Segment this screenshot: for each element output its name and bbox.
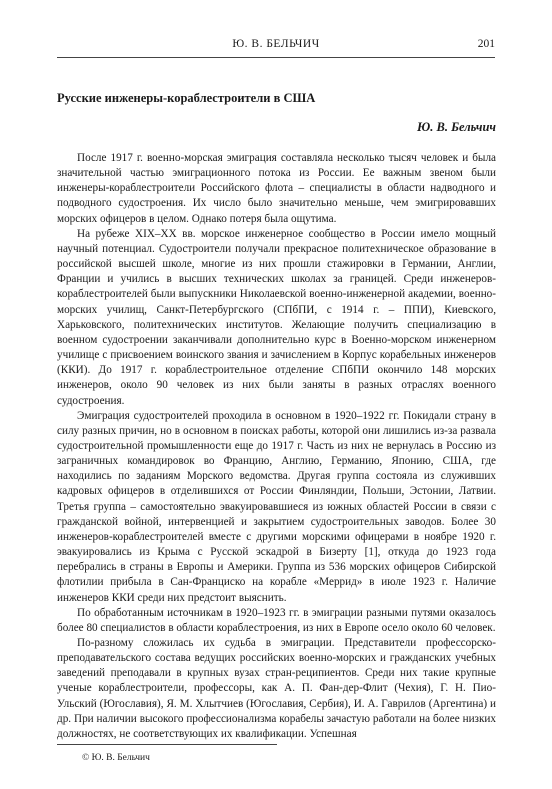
article-body <box>57 151 496 742</box>
article-title: Русские инженеры-кораблестроители в США <box>57 91 316 105</box>
article-author: Ю. В. Бельчич <box>417 120 496 134</box>
paragraph: По-разному сложилась их судьба в эмиграции. Представители профессорско-преподавательского состава ведущих российских военно-морских и гражданских учебных заведений преподавали в крупных вузах стран-реципиентов. Среди них такие крупные ученые кораблестроители, профессоры, как А. П. Фан-дер-Флит (Чехия), Г. Н. Пио-Ульский (Югославия), Я. М. Хлытчиев (Югославия, Сербия), И. А. Гаврилов (Аргентина) и др. При наличии высокого профессионализма корабелы зачастую работали на более низких должностях, не соответствующих их квалификации. Успешная <box>57 637 496 740</box>
paragraph: После 1917 г. военно-морская эмиграция составляла несколько тысяч человек и была значительной частью эмиграционного потока из России. Ее важным звеном были инженеры-кораблестроители Российского флота – специалисты в области надводного и подводного судостроения. Их число было значительно меньше, чем эмигрировавших морских офицеров в целом. Однако потеря была ощутима. <box>57 152 496 225</box>
header-author: Ю. В. БЕЛЬЧИЧ <box>232 38 320 50</box>
running-header <box>57 38 495 54</box>
header-divider <box>57 57 495 58</box>
paragraph: По обработанным источникам в 1920–1923 гг. в эмиграции разными путями оказалось более 80 специалистов в области кораблестроения, из них в Европе осело около 60 человек. <box>57 606 496 634</box>
paragraph: На рубеже XIX–XX вв. морское инженерное сообщество в России имело мощный научный потенциал. Судостроители получали прекрасное политехническое образование в российской высшей школе, многие из них прошли стажировки в Германии, Англии, Франции и учились в высших технических школах за границей. Среди инженеров-кораблестроителей были выпускники Николаевской военно-инженерной академии, военно-морских училищ, Санкт-Петербургского (СПбПИ, с 1914 г. – ППИ), Киевского, Харьковского, политехнических институтов. Желающие получить специализацию в военном судостроении заканчивали дополнительно курс в Военно-морском инженерном училище с присвоением воинского звания и зачислением в Корпус корабельных инженеров (ККИ). До 1917 г. кораблестроительное отделение СПбПИ окончило 148 морских инженеров, около 90 человек из них были заняты в разных отраслях военного судостроения. <box>57 227 496 407</box>
copyright-footnote: © Ю. В. Бельчич <box>82 753 150 763</box>
paragraph: Эмиграция судостроителей проходила в основном в 1920–1922 гг. Покидали страну в силу разных причин, но в основном в поисках работы, которой они лишились из-за развала судостроительной промышленности еще до 1917 г. Часть из них не вернулась в Россию из заграничных командировок во Францию, Англию, Германию, Японию, США, где находились по заданиям Морского ведомства. Другая группа состояла из служивших кадровых офицеров в отделившихся от России Финляндии, Польши, Эстонии, Латвии. Третья группа – самостоятельно эвакуировавшиеся из южных областей России в связи с гражданской войной, интервенцией и закрытием судостроительных заводов. Более 30 инженеров-кораблестроителей вместе с другими морскими офицерами в ноябре 1920 г. эвакуировались из Крыма с Русской эскадрой в Бизерту [1], откуда до 1923 года перебрались в страны в Европы и Америки. Группа из 536 морских офицеров Сибирской флотилии прибыла в Сан-Франциско на корабле «Меррид» в июле 1923 г. Наличие инженеров ККИ среди них предстоит выяснить. <box>57 409 496 604</box>
footnote-divider <box>57 744 277 745</box>
page-number: 201 <box>477 38 495 50</box>
